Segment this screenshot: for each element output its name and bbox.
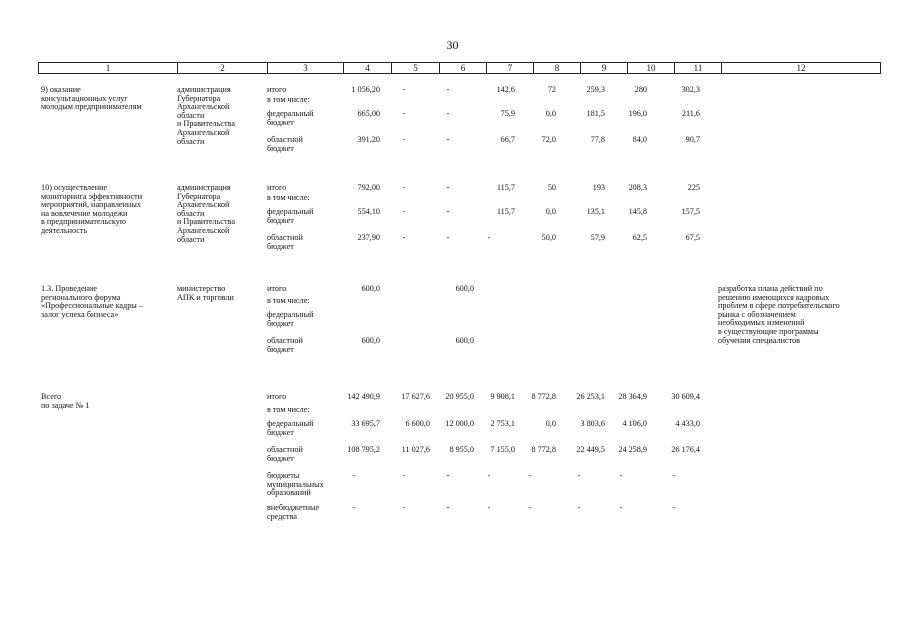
amount-cell: 157,5 [681, 207, 700, 216]
amount-cell: 225 [687, 183, 700, 192]
amount-cell: 26 253,1 [576, 392, 605, 401]
amount-cell: - [352, 471, 356, 480]
executor: администрация Губернатора Архангельской области и Правительства Архангельской области [177, 183, 235, 244]
funding-source-label: итого [267, 85, 287, 94]
amount-cell: 8 955,0 [449, 445, 474, 454]
header-col-9: 9 [581, 63, 628, 73]
amount-cell: 57,9 [590, 233, 605, 242]
amount-cell: 50 [547, 183, 556, 192]
amount-cell: 66,7 [500, 135, 515, 144]
amount-cell: 196,0 [628, 109, 647, 118]
amount-cell: 67,5 [685, 233, 700, 242]
amount-cell: - [402, 471, 406, 480]
header-col-10: 10 [628, 63, 675, 73]
amount-cell: 600,0 [455, 336, 474, 345]
amount-cell: 600,0 [455, 284, 474, 293]
amount-cell: 24 258,9 [618, 445, 647, 454]
amount-cell: 28 364,9 [618, 392, 647, 401]
amount-cell: 302,3 [681, 85, 700, 94]
amount-cell: - [446, 233, 450, 242]
amount-cell: 600,0 [361, 336, 380, 345]
amount-cell: - [487, 233, 491, 242]
amount-cell: 0,0 [545, 109, 556, 118]
amount-cell: - [446, 109, 450, 118]
amount-cell: 72,0 [541, 135, 556, 144]
funding-source-label: областной бюджет [267, 135, 303, 153]
activity-name: 9) оказание консультационных услуг молодым предпринимателям [41, 85, 142, 112]
executor: администрация Губернатора Архангельской области и Правительства Архангельской области [177, 85, 235, 146]
amount-cell: - [528, 471, 532, 480]
amount-cell: 62,5 [632, 233, 647, 242]
amount-cell: 4 433,0 [675, 419, 700, 428]
amount-cell: 2 753,1 [490, 419, 515, 428]
amount-cell: - [402, 135, 406, 144]
funding-source-label: итого [267, 183, 287, 192]
activity-name: Всего по задаче № 1 [41, 392, 90, 410]
amount-cell: 4 106,0 [622, 419, 647, 428]
amount-cell: 181,5 [586, 109, 605, 118]
amount-cell: 600,0 [361, 284, 380, 293]
amount-cell: 391,20 [357, 135, 380, 144]
header-col-12: 12 [796, 63, 806, 73]
amount-cell: 193 [592, 183, 605, 192]
amount-cell: 6 600,0 [405, 419, 430, 428]
amount-cell: 20 955,0 [445, 392, 474, 401]
funding-source-label: федеральный бюджет [267, 310, 314, 328]
amount-cell: 8 772,8 [531, 392, 556, 401]
amount-cell: - [487, 503, 491, 512]
funding-source-label: в том числе: [267, 405, 310, 414]
amount-cell: - [672, 471, 676, 480]
amount-cell: - [402, 109, 406, 118]
amount-cell: - [487, 471, 491, 480]
funding-source-label: областной бюджет [267, 445, 303, 463]
funding-source-label: итого [267, 284, 287, 293]
amount-cell: 554,10 [357, 207, 380, 216]
amount-cell: - [446, 135, 450, 144]
amount-cell: - [402, 233, 406, 242]
amount-cell: 84,0 [632, 135, 647, 144]
expected-result: разработка плана действий по решению имеющихся кадровых проблем в сфере потребительского рынка с обозначением необходимых изменений в существующие программы обучения специалистов [718, 284, 840, 345]
amount-cell: 0,0 [545, 207, 556, 216]
amount-cell: - [402, 85, 406, 94]
amount-cell: 259,3 [586, 85, 605, 94]
amount-cell: 9 908,1 [490, 392, 515, 401]
amount-cell: 211,6 [681, 109, 700, 118]
funding-source-label: внебюджетные средства [267, 503, 320, 521]
amount-cell: - [577, 471, 581, 480]
amount-cell: 665,00 [357, 109, 380, 118]
amount-cell: 90,7 [685, 135, 700, 144]
funding-source-label: областной бюджет [267, 233, 303, 251]
amount-cell: - [446, 85, 450, 94]
amount-cell: 33 695,7 [351, 419, 380, 428]
header-col-8: 8 [534, 63, 581, 73]
amount-cell: - [577, 503, 581, 512]
activity-name: 10) осуществление мониторинга эффективности мероприятий, направленных на вовлечение молодежи в предпринимательскую деятельность [41, 183, 143, 235]
amount-cell: - [446, 471, 450, 480]
funding-source-label: в том числе: [267, 296, 310, 305]
funding-source-label: областной бюджет [267, 336, 303, 354]
amount-cell: 280 [634, 85, 647, 94]
funding-source-label: в том числе: [267, 95, 310, 104]
header-col-2: 2 [178, 63, 268, 73]
funding-source-label: федеральный бюджет [267, 419, 314, 437]
amount-cell: 77,8 [590, 135, 605, 144]
amount-cell: 0,0 [545, 419, 556, 428]
funding-source-label: федеральный бюджет [267, 207, 314, 225]
amount-cell: 208,3 [628, 183, 647, 192]
amount-cell: 26 176,4 [671, 445, 700, 454]
amount-cell: 792,00 [357, 183, 380, 192]
amount-cell: 145,8 [628, 207, 647, 216]
page-number: 30 [446, 38, 459, 52]
amount-cell: 115,7 [496, 207, 515, 216]
amount-cell: - [619, 471, 623, 480]
header-col-6: 6 [440, 63, 487, 73]
amount-cell: 30 609,4 [671, 392, 700, 401]
amount-cell: - [402, 503, 406, 512]
amount-cell: 135,1 [586, 207, 605, 216]
amount-cell: - [672, 503, 676, 512]
amount-cell: 8 772,8 [531, 445, 556, 454]
executor: министерство АПК и торговли [177, 284, 234, 302]
amount-cell: - [402, 207, 406, 216]
header-col-3: 3 [268, 63, 344, 73]
amount-cell: 17 627,6 [401, 392, 430, 401]
amount-cell: 22 449,5 [576, 445, 605, 454]
amount-cell: 12 000,0 [445, 419, 474, 428]
amount-cell: 1 056,20 [351, 85, 380, 94]
funding-source-label: федеральный бюджет [267, 109, 314, 127]
header-col-1: 1 [39, 63, 178, 73]
amount-cell: 115,7 [496, 183, 515, 192]
amount-cell: - [352, 503, 356, 512]
funding-source-label: итого [267, 392, 287, 401]
header-col-4: 4 [344, 63, 392, 73]
amount-cell: 142,6 [496, 85, 515, 94]
amount-cell: 50,0 [541, 233, 556, 242]
table-header [38, 62, 881, 74]
amount-cell: - [446, 207, 450, 216]
activity-name: 1.3. Проведение регионального форума «Профессиональные кадры – залог успеха бизнеса» [41, 284, 143, 319]
amount-cell: 237,90 [357, 233, 380, 242]
amount-cell: - [619, 503, 623, 512]
amount-cell: 7 155,0 [490, 445, 515, 454]
funding-source-label: бюджеты муниципальных образований [267, 471, 324, 498]
amount-cell: 3 803,6 [580, 419, 605, 428]
header-col-11: 11 [675, 63, 722, 73]
header-col-7: 7 [487, 63, 534, 73]
amount-cell: - [528, 503, 532, 512]
funding-source-label: в том числе: [267, 193, 310, 202]
amount-cell: 11 027,6 [401, 445, 430, 454]
amount-cell: 75,9 [500, 109, 515, 118]
amount-cell: 72 [547, 85, 556, 94]
amount-cell: - [446, 183, 450, 192]
amount-cell: - [446, 503, 450, 512]
amount-cell: 142 490,9 [347, 392, 380, 401]
amount-cell: 108 795,2 [347, 445, 380, 454]
amount-cell: - [402, 183, 406, 192]
header-col-5: 5 [392, 63, 440, 73]
